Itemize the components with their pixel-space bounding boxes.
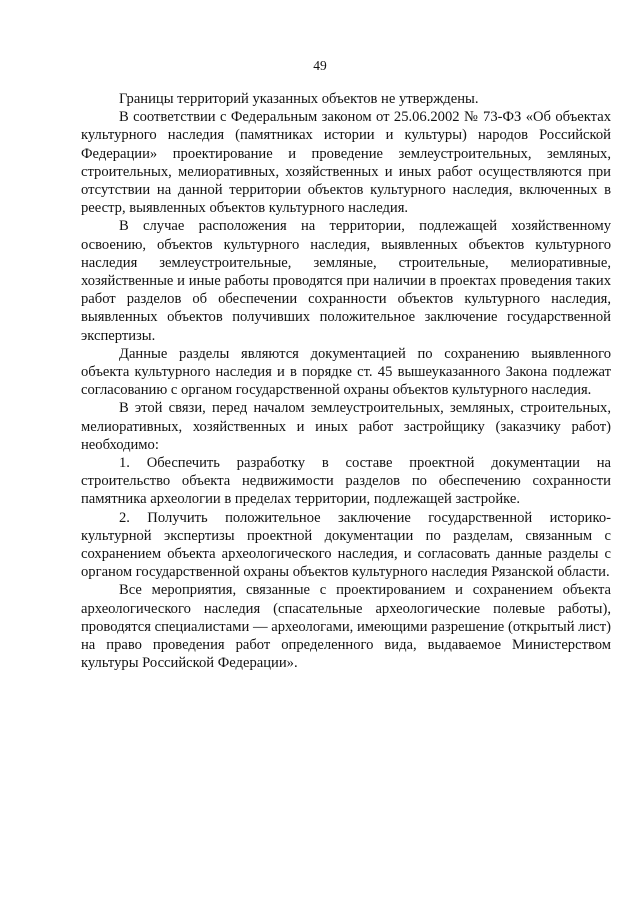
paragraph-federal-law: В соответствии с Федеральным законом от 25.06.2002 № 73-ФЗ «Об объектах культурного наследия (памятниках истории и культуры) народов Российской Федерации» проектирование и проведение землеустроительных, земляных, строительных, мелиоративных, хозяйственных и иных работ осуществляются при отсутствии на данной территории объектов культурного наследия, включенных в реестр, выявленных объектов культурного наследия. xyxy=(81,109,611,217)
document-body xyxy=(81,90,611,673)
list-item-1-design-sections: 1. Обеспечить разработку в составе проектной документации на строительство объекта недвижимости разделов по обеспечению сохранности памятника археологии в пределах территории, подлежащей застройке. xyxy=(81,455,611,508)
paragraph-developer-requirements: В этой связи, перед началом землеустроительных, земляных, строительных, мелиоративных, хозяйственных и иных работ застройщику (заказчику работ) необходимо: xyxy=(81,400,611,453)
paragraph-territory-development: В случае расположения на территории, подлежащей хозяйственному освоению, объектов культурного наследия, выявленных объектов культурного наследия землеустроительные, земляные, строительные, мелиоративные, хозяйственные и иные работы проводятся при наличии в проектах проведения таких работ разделов об обеспечении сохранности объектов культурного наследия, выявленных объектов получивших положительное заключение государственной экспертизы. xyxy=(81,218,611,344)
paragraph-archaeological-activities: Все мероприятия, связанные с проектированием и сохранением объекта археологического наследия (спасательные археологические полевые работы), проводятся специалистами — археологами, имеющими разрешение (открытый лист) на право проведения работ определенного вида, выдаваемое Министерством культуры Российской Федерации». xyxy=(81,582,611,672)
page-number: 49 xyxy=(313,58,327,73)
paragraph-boundaries-not-approved: Границы территорий указанных объектов не утверждены. xyxy=(119,91,479,107)
list-item-2-expertise: 2. Получить положительное заключение государственной историко-культурной экспертизы проектной документации по разделам, связанным с сохранением объекта археологического наследия, и согласовать данные разделы с органом государственной охраны объектов культурного наследия Рязанской области. xyxy=(81,509,611,581)
paragraph-sections-documentation: Данные разделы являются документацией по сохранению выявленного объекта культурного наследия и в порядке ст. 45 вышеуказанного Закона подлежат согласованию с органом государственной охраны объектов культурного наследия. xyxy=(81,345,611,399)
